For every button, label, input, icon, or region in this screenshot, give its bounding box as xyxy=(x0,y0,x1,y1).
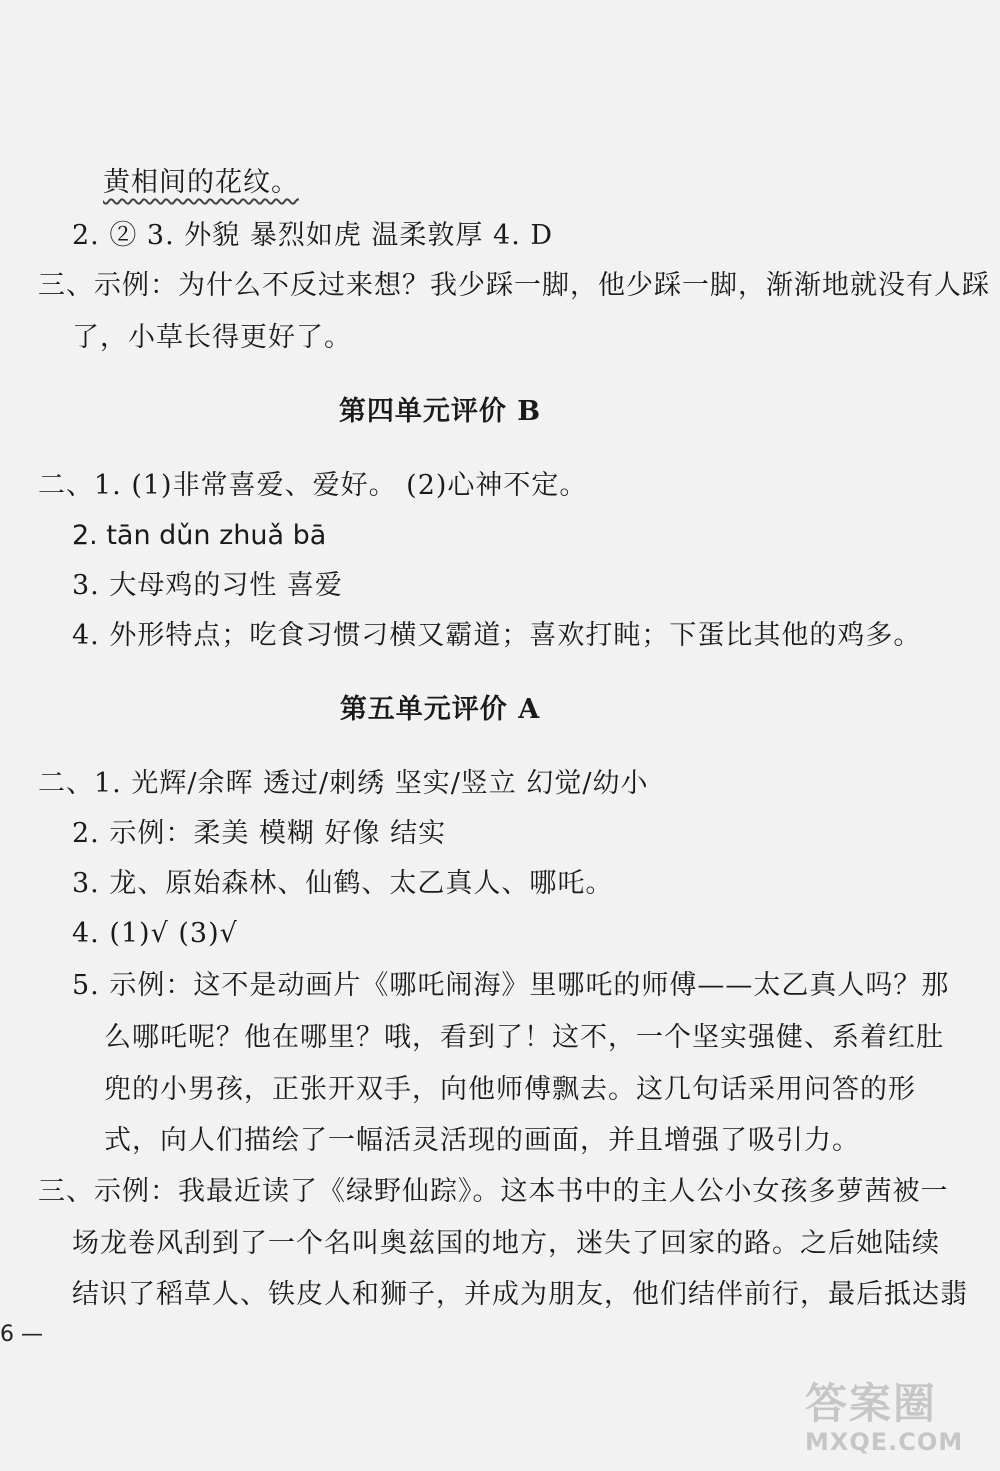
answer-line: 了，小草长得更好了。 xyxy=(72,322,352,353)
answer-line: 4. 外形特点；吃食习惯刁横又霸道；喜欢打盹；下蛋比其他的鸡多。 xyxy=(72,620,922,651)
answer-line: 二、1. 光辉/余晖 透过/刺绣 坚实/竖立 幻觉/幼小 xyxy=(38,768,649,799)
section-heading-unit4-b: 第四单元评价 B xyxy=(338,396,542,427)
section-heading-unit5-a: 第五单元评价 A xyxy=(339,694,541,725)
answer-line: 二、1. (1)非常喜爱、爱好。 (2)心神不定。 xyxy=(38,470,588,501)
watermark-logo xyxy=(805,1380,995,1465)
watermark-url: MXQE.COM xyxy=(805,1428,964,1456)
page-number: 6 — xyxy=(0,1322,43,1347)
answer-line: 3. 龙、原始森林、仙鹤、太乙真人、哪吒。 xyxy=(72,868,614,899)
answer-line: 2. 示例：柔美 模糊 好像 结实 xyxy=(72,818,447,849)
answer-line: 4. (1)√ (3)√ xyxy=(72,918,238,949)
answer-line: 2. ② 3. 外貌 暴烈如虎 温柔敦厚 4. D xyxy=(72,220,554,251)
answer-line: 三、示例：为什么不反过来想？我少踩一脚，他少踩一脚，渐渐地就没有人踩 xyxy=(38,270,990,301)
answer-line: 5. 示例：这不是动画片《哪吒闹海》里哪吒的师傅——太乙真人吗？那 xyxy=(72,970,950,1001)
answer-line: 场龙卷风刮到了一个名叫奥兹国的地方，迷失了回家的路。之后她陆续 xyxy=(72,1228,940,1259)
watermark-title: 答案圈 xyxy=(805,1379,938,1428)
answer-line: 结识了稻草人、铁皮人和狮子，并成为朋友，他们结伴前行，最后抵达翡 xyxy=(72,1279,968,1310)
answer-line: 三、示例：我最近读了《绿野仙踪》。这本书中的主人公小女孩多萝茜被一 xyxy=(38,1176,949,1207)
answer-line: 黄相间的花纹。 xyxy=(103,167,299,198)
pinyin-answer-line: 2. tān dǔn zhuǎ bā xyxy=(72,520,327,551)
answer-line: 式，向人们描绘了一幅活灵活现的画面，并且增强了吸引力。 xyxy=(104,1125,860,1156)
answer-line: 兜的小男孩，正张开双手，向他师傅飘去。这几句话采用问答的形 xyxy=(104,1074,916,1105)
answer-line: 3. 大母鸡的习性 喜爱 xyxy=(72,570,343,601)
answer-line: 么哪吒呢？他在哪里？哦，看到了！这不，一个坚实强健、系着红肚 xyxy=(104,1022,944,1053)
